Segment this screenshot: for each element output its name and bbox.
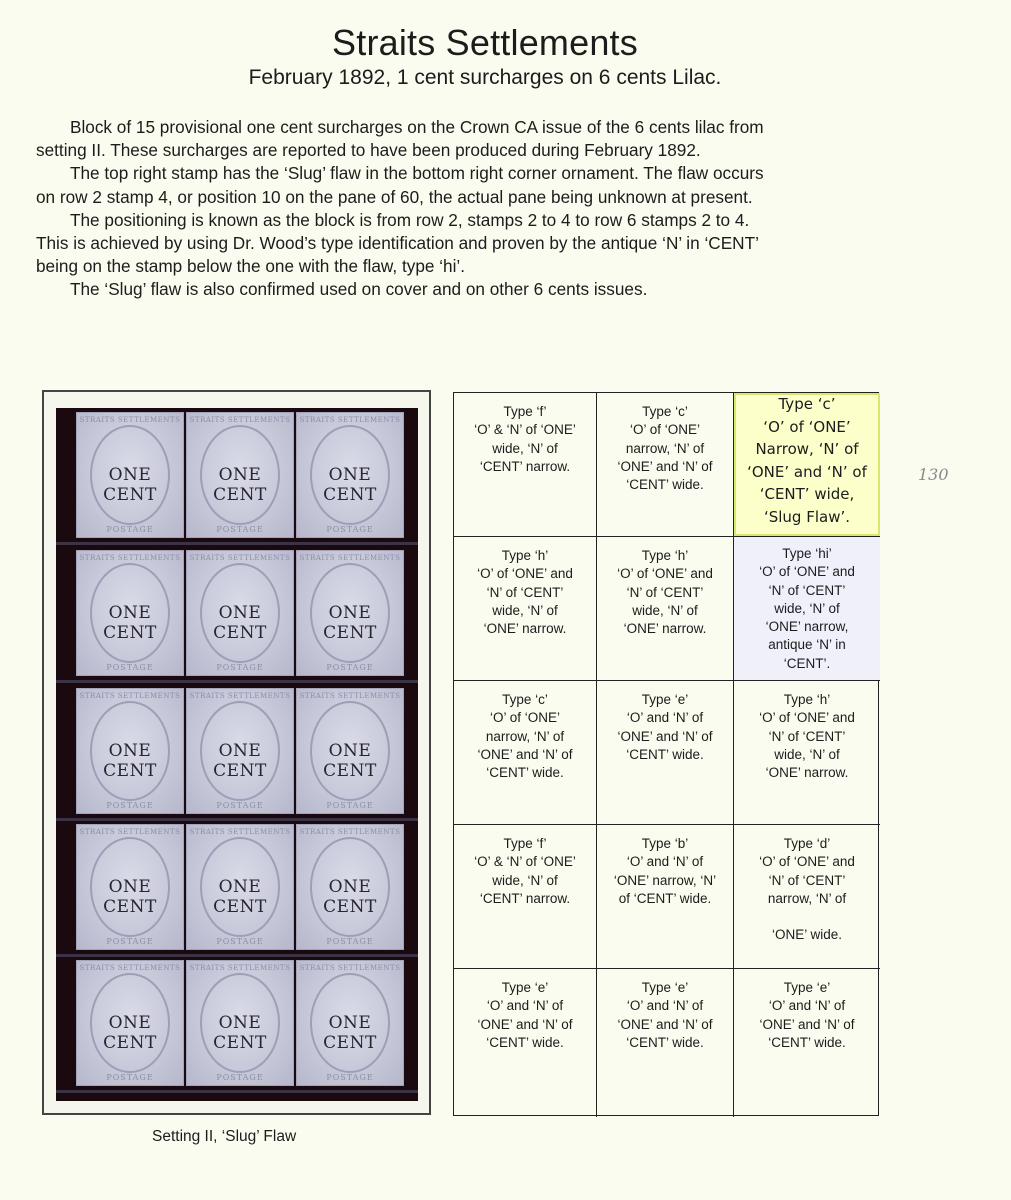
stamp-top-inscription: STRAITS SETTLEMENTS bbox=[79, 554, 181, 562]
perforation-line bbox=[56, 1090, 418, 1093]
type-cell-line: ‘O’ of ‘ONE’ and bbox=[759, 854, 855, 870]
type-cell-line: ‘O’ of ‘ONE’ bbox=[629, 422, 700, 438]
stamp bbox=[186, 960, 294, 1086]
stamp-bottom-inscription: POSTAGE bbox=[106, 525, 154, 534]
stamp-surcharge-one: ONE bbox=[218, 741, 262, 761]
type-cell-line: ‘CENT’ wide. bbox=[626, 1034, 704, 1050]
stamp-top-inscription: STRAITS SETTLEMENTS bbox=[299, 964, 401, 972]
stamp bbox=[296, 688, 404, 814]
type-cell-line: ‘O’ and ‘N’ of bbox=[768, 998, 846, 1014]
stamp bbox=[186, 412, 294, 538]
type-cell-line: narrow, ‘N’ of bbox=[625, 440, 705, 456]
stamp-surcharge-one: ONE bbox=[108, 465, 152, 485]
stamp bbox=[76, 688, 184, 814]
stamp-surcharge-one: ONE bbox=[218, 877, 262, 897]
type-cell-line: narrow, ‘N’ of bbox=[767, 890, 847, 906]
stamp-top-inscription: STRAITS SETTLEMENTS bbox=[79, 692, 181, 700]
type-cell-line: ‘CENT’ wide. bbox=[486, 1034, 564, 1050]
type-cell-line: ‘ONE’ narrow. bbox=[483, 621, 567, 637]
type-cell-line: wide, ‘N’ of bbox=[492, 872, 558, 888]
stamp-surcharge-one: ONE bbox=[108, 741, 152, 761]
perforation-line bbox=[56, 818, 418, 821]
stamp-surcharge-one: ONE bbox=[328, 603, 372, 623]
intro-line: This is achieved by using Dr. Wood’s type identification and proven by the antique ‘N’ in ‘CENT’ bbox=[36, 233, 759, 254]
type-cell-line: ‘CENT’ wide. bbox=[626, 746, 704, 762]
type-cell-line: Type ‘h’ bbox=[501, 548, 549, 563]
stamp-surcharge-cent: CENT bbox=[103, 897, 157, 917]
stamp-surcharge-cent: CENT bbox=[213, 761, 267, 781]
stamp-top-inscription: STRAITS SETTLEMENTS bbox=[79, 416, 181, 424]
perforation-line bbox=[56, 680, 418, 683]
stamp-bottom-inscription: POSTAGE bbox=[326, 525, 374, 534]
stamp-surcharge-cent: CENT bbox=[213, 485, 267, 505]
intro-line: Block of 15 provisional one cent surcharges on the Crown CA issue of the 6 cents lilac from bbox=[70, 117, 764, 137]
stamp-top-inscription: STRAITS SETTLEMENTS bbox=[299, 416, 401, 424]
type-cell-line: ‘ONE’ narrow, bbox=[765, 619, 849, 635]
stamp-surcharge-cent: CENT bbox=[213, 897, 267, 917]
intro-line: The ‘Slug’ flaw is also confirmed used on cover and on other 6 cents issues. bbox=[70, 279, 648, 300]
stamp bbox=[186, 550, 294, 676]
type-cell-line: ‘O’ & ‘N’ of ‘ONE’ bbox=[474, 854, 576, 870]
type-cell-line: Type ‘e’ bbox=[641, 980, 689, 995]
type-cell-line: of ‘CENT’ wide. bbox=[618, 890, 712, 906]
stamp-surcharge-cent: CENT bbox=[213, 1033, 267, 1053]
type-cell-line: Type ‘d’ bbox=[783, 836, 831, 851]
stamp-surcharge-cent: CENT bbox=[103, 623, 157, 643]
type-cell-line: ‘CENT’ wide. bbox=[768, 1034, 846, 1050]
perforation-line bbox=[56, 542, 418, 545]
stamp-bottom-inscription: POSTAGE bbox=[106, 801, 154, 810]
stamp bbox=[76, 412, 184, 538]
type-table bbox=[453, 392, 879, 1116]
stamp bbox=[296, 824, 404, 950]
stamp-surcharge-cent: CENT bbox=[323, 485, 377, 505]
type-cell-line: ‘CENT’ wide. bbox=[486, 765, 564, 781]
stamp bbox=[76, 550, 184, 676]
stamp-surcharge-cent: CENT bbox=[103, 1033, 157, 1053]
type-cell bbox=[597, 681, 734, 825]
intro-line: on row 2 stamp 4, or position 10 on the pane of 60, the actual pane being unknown at present. bbox=[36, 186, 753, 207]
type-cell bbox=[734, 681, 880, 825]
stamp-top-inscription: STRAITS SETTLEMENTS bbox=[189, 692, 291, 700]
stamp-bottom-inscription: POSTAGE bbox=[326, 937, 374, 946]
stamp-block-frame bbox=[42, 390, 431, 1115]
type-cell bbox=[597, 393, 734, 537]
type-cell-line: ‘O’ of ‘ONE’ and bbox=[477, 566, 573, 582]
type-cell bbox=[454, 537, 597, 681]
type-cell-line: ‘ONE’ and ‘N’ of bbox=[617, 1016, 713, 1032]
stamp bbox=[76, 960, 184, 1086]
intro-line: setting II. These surcharges are reported to have been produced during February 1892. bbox=[36, 140, 701, 161]
perforation-line bbox=[56, 954, 418, 957]
type-cell-line: ‘ONE’ and ‘N’ of bbox=[617, 458, 713, 474]
type-cell-line: ‘O’ and ‘N’ of bbox=[626, 710, 704, 726]
stamp bbox=[296, 960, 404, 1086]
intro-line: The positioning is known as the block is from row 2, stamps 2 to 4 to row 6 stamps 2 to 4. bbox=[70, 209, 750, 230]
type-cell bbox=[734, 537, 880, 681]
handwritten-annotation: 130 bbox=[918, 465, 949, 484]
stamp-surcharge-cent: CENT bbox=[323, 1033, 377, 1053]
type-cell-line: ‘ONE’ and ‘N’ of bbox=[747, 462, 867, 481]
stamp-top-inscription: STRAITS SETTLEMENTS bbox=[189, 416, 291, 424]
type-cell-line: Type ‘e’ bbox=[783, 980, 831, 995]
type-cell-line: ‘ONE’ and ‘N’ of bbox=[477, 1016, 573, 1032]
stamp-surcharge-one: ONE bbox=[328, 877, 372, 897]
stamp-surcharge-cent: CENT bbox=[103, 761, 157, 781]
type-cell bbox=[454, 825, 597, 969]
type-cell-line: Type ‘c’ bbox=[778, 395, 836, 413]
stamp-surcharge-one: ONE bbox=[218, 603, 262, 623]
stamp bbox=[296, 412, 404, 538]
type-cell-line: Type ‘e’ bbox=[641, 692, 689, 707]
type-cell-line: ‘ONE’ narrow. bbox=[765, 765, 849, 781]
type-cell-line: wide, ‘N’ of bbox=[492, 602, 558, 618]
stamp-top-inscription: STRAITS SETTLEMENTS bbox=[189, 964, 291, 972]
stamp-top-inscription: STRAITS SETTLEMENTS bbox=[299, 554, 401, 562]
type-cell-line: ‘CENT’ narrow. bbox=[479, 890, 571, 906]
type-cell-line: ‘CENT’. bbox=[783, 655, 831, 671]
type-cell-line: ‘ONE’ narrow. bbox=[623, 621, 707, 637]
type-cell-line: wide, ‘N’ of bbox=[492, 440, 558, 456]
stamp-top-inscription: STRAITS SETTLEMENTS bbox=[79, 828, 181, 836]
type-cell-line: ‘Slug Flaw’. bbox=[763, 507, 851, 526]
stamp-surcharge-cent: CENT bbox=[323, 897, 377, 917]
stamp-surcharge-one: ONE bbox=[108, 603, 152, 623]
type-cell-line: ‘ONE’ wide. bbox=[771, 927, 843, 943]
type-cell-line: Type ‘b’ bbox=[641, 836, 689, 851]
stamp-surcharge-one: ONE bbox=[108, 1013, 152, 1033]
stamp-surcharge-cent: CENT bbox=[323, 623, 377, 643]
stamp-surcharge-cent: CENT bbox=[103, 485, 157, 505]
stamp bbox=[186, 688, 294, 814]
stamp-bottom-inscription: POSTAGE bbox=[326, 801, 374, 810]
type-cell-line: Type ‘h’ bbox=[783, 692, 831, 707]
type-cell bbox=[734, 825, 880, 969]
type-cell-line: Type ‘c’ bbox=[642, 404, 688, 419]
stamp-bottom-inscription: POSTAGE bbox=[216, 663, 264, 672]
type-cell-line: ‘ONE’ and ‘N’ of bbox=[759, 1016, 855, 1032]
stamp-bottom-inscription: POSTAGE bbox=[106, 663, 154, 672]
stamp-bottom-inscription: POSTAGE bbox=[216, 1073, 264, 1082]
type-cell-line: wide, ‘N’ of bbox=[632, 602, 698, 618]
type-cell-line: ‘O’ and ‘N’ of bbox=[626, 854, 704, 870]
stamp-bottom-inscription: POSTAGE bbox=[106, 1073, 154, 1082]
stamp bbox=[186, 824, 294, 950]
page-subtitle: February 1892, 1 cent surcharges on 6 cents Lilac. bbox=[248, 66, 722, 89]
stamp-surcharge-one: ONE bbox=[328, 741, 372, 761]
type-cell-line: Type ‘c’ bbox=[502, 692, 548, 707]
stamp-surcharge-one: ONE bbox=[218, 1013, 262, 1033]
type-cell-line: ‘CENT’ wide, bbox=[759, 485, 855, 503]
type-cell bbox=[597, 969, 734, 1117]
type-cell-line: ‘O’ of ‘ONE’ and bbox=[759, 710, 855, 726]
type-cell-line: Type ‘hi’ bbox=[782, 546, 832, 561]
stamp-bottom-inscription: POSTAGE bbox=[106, 937, 154, 946]
stamp-surcharge-one: ONE bbox=[328, 465, 372, 485]
type-cell-line: ‘O’ & ‘N’ of ‘ONE’ bbox=[474, 422, 576, 438]
type-cell bbox=[734, 393, 880, 537]
type-cell-line: ‘N’ of ‘CENT’ bbox=[768, 728, 846, 744]
type-cell-line: ‘ONE’ narrow, ‘N’ bbox=[613, 872, 717, 888]
type-cell-line: ‘N’ of ‘CENT’ bbox=[768, 582, 846, 598]
type-cell-line: ‘N’ of ‘CENT’ bbox=[768, 872, 846, 888]
intro-paragraph bbox=[36, 116, 906, 302]
stamp-bottom-inscription: POSTAGE bbox=[326, 1073, 374, 1082]
page-title: Straits Settlements bbox=[332, 22, 638, 63]
type-cell-line: wide, ‘N’ of bbox=[774, 746, 840, 762]
stamp-surcharge-one: ONE bbox=[328, 1013, 372, 1033]
type-cell bbox=[734, 969, 880, 1117]
type-cell bbox=[597, 537, 734, 681]
stamp-bottom-inscription: POSTAGE bbox=[216, 937, 264, 946]
type-cell-line: ‘O’ of ‘ONE’ and bbox=[617, 566, 713, 582]
type-cell-line: ‘O’ of ‘ONE’ and bbox=[759, 564, 855, 580]
stamp-top-inscription: STRAITS SETTLEMENTS bbox=[189, 554, 291, 562]
type-cell bbox=[597, 825, 734, 969]
type-cell-line: ‘O’ of ‘ONE’ bbox=[763, 417, 851, 436]
type-cell-line bbox=[734, 908, 880, 926]
stamp-block-caption: Setting II, ‘Slug’ Flaw bbox=[152, 1128, 297, 1145]
stamp-block bbox=[56, 408, 418, 1101]
stamp-surcharge-one: ONE bbox=[218, 465, 262, 485]
type-cell-line: ‘O’ and ‘N’ of bbox=[486, 998, 564, 1014]
stamp-top-inscription: STRAITS SETTLEMENTS bbox=[79, 964, 181, 972]
type-cell-line: Type ‘f’ bbox=[503, 836, 547, 851]
type-cell-line: ‘ONE’ and ‘N’ of bbox=[477, 746, 573, 762]
stamp bbox=[296, 550, 404, 676]
stamp-bottom-inscription: POSTAGE bbox=[216, 525, 264, 534]
type-cell-line: ‘ONE’ and ‘N’ of bbox=[617, 728, 713, 744]
stamp-bottom-inscription: POSTAGE bbox=[326, 663, 374, 672]
type-cell-line: ‘O’ and ‘N’ of bbox=[626, 998, 704, 1014]
type-cell-line: narrow, ‘N’ of bbox=[485, 728, 565, 744]
stamp-surcharge-cent: CENT bbox=[213, 623, 267, 643]
type-cell bbox=[454, 681, 597, 825]
type-cell-line: Type ‘e’ bbox=[501, 980, 549, 995]
stamp-bottom-inscription: POSTAGE bbox=[216, 801, 264, 810]
stamp-top-inscription: STRAITS SETTLEMENTS bbox=[189, 828, 291, 836]
type-cell bbox=[454, 393, 597, 537]
type-cell-line: ‘N’ of ‘CENT’ bbox=[626, 584, 704, 600]
stamp-top-inscription: STRAITS SETTLEMENTS bbox=[299, 828, 401, 836]
stamp-surcharge-cent: CENT bbox=[323, 761, 377, 781]
stamp-surcharge-one: ONE bbox=[108, 877, 152, 897]
type-cell-line: Type ‘f’ bbox=[503, 404, 547, 419]
type-cell-line: ‘CENT’ narrow. bbox=[479, 458, 571, 474]
type-cell bbox=[454, 969, 597, 1117]
intro-line: being on the stamp below the one with the flaw, type ‘hi’. bbox=[36, 256, 465, 277]
stamp-top-inscription: STRAITS SETTLEMENTS bbox=[299, 692, 401, 700]
type-cell-line: wide, ‘N’ of bbox=[774, 600, 840, 616]
type-cell-line: Type ‘h’ bbox=[641, 548, 689, 563]
type-cell-line: Narrow, ‘N’ of bbox=[755, 440, 859, 458]
stamp bbox=[76, 824, 184, 950]
type-cell-line: ‘N’ of ‘CENT’ bbox=[486, 584, 564, 600]
intro-line: The top right stamp has the ‘Slug’ flaw in the bottom right corner ornament. The flaw occurs bbox=[70, 163, 764, 184]
type-cell-line: ‘O’ of ‘ONE’ bbox=[489, 710, 560, 726]
type-cell-line: antique ‘N’ in bbox=[768, 637, 846, 653]
type-cell-line: ‘CENT’ wide. bbox=[626, 477, 704, 493]
